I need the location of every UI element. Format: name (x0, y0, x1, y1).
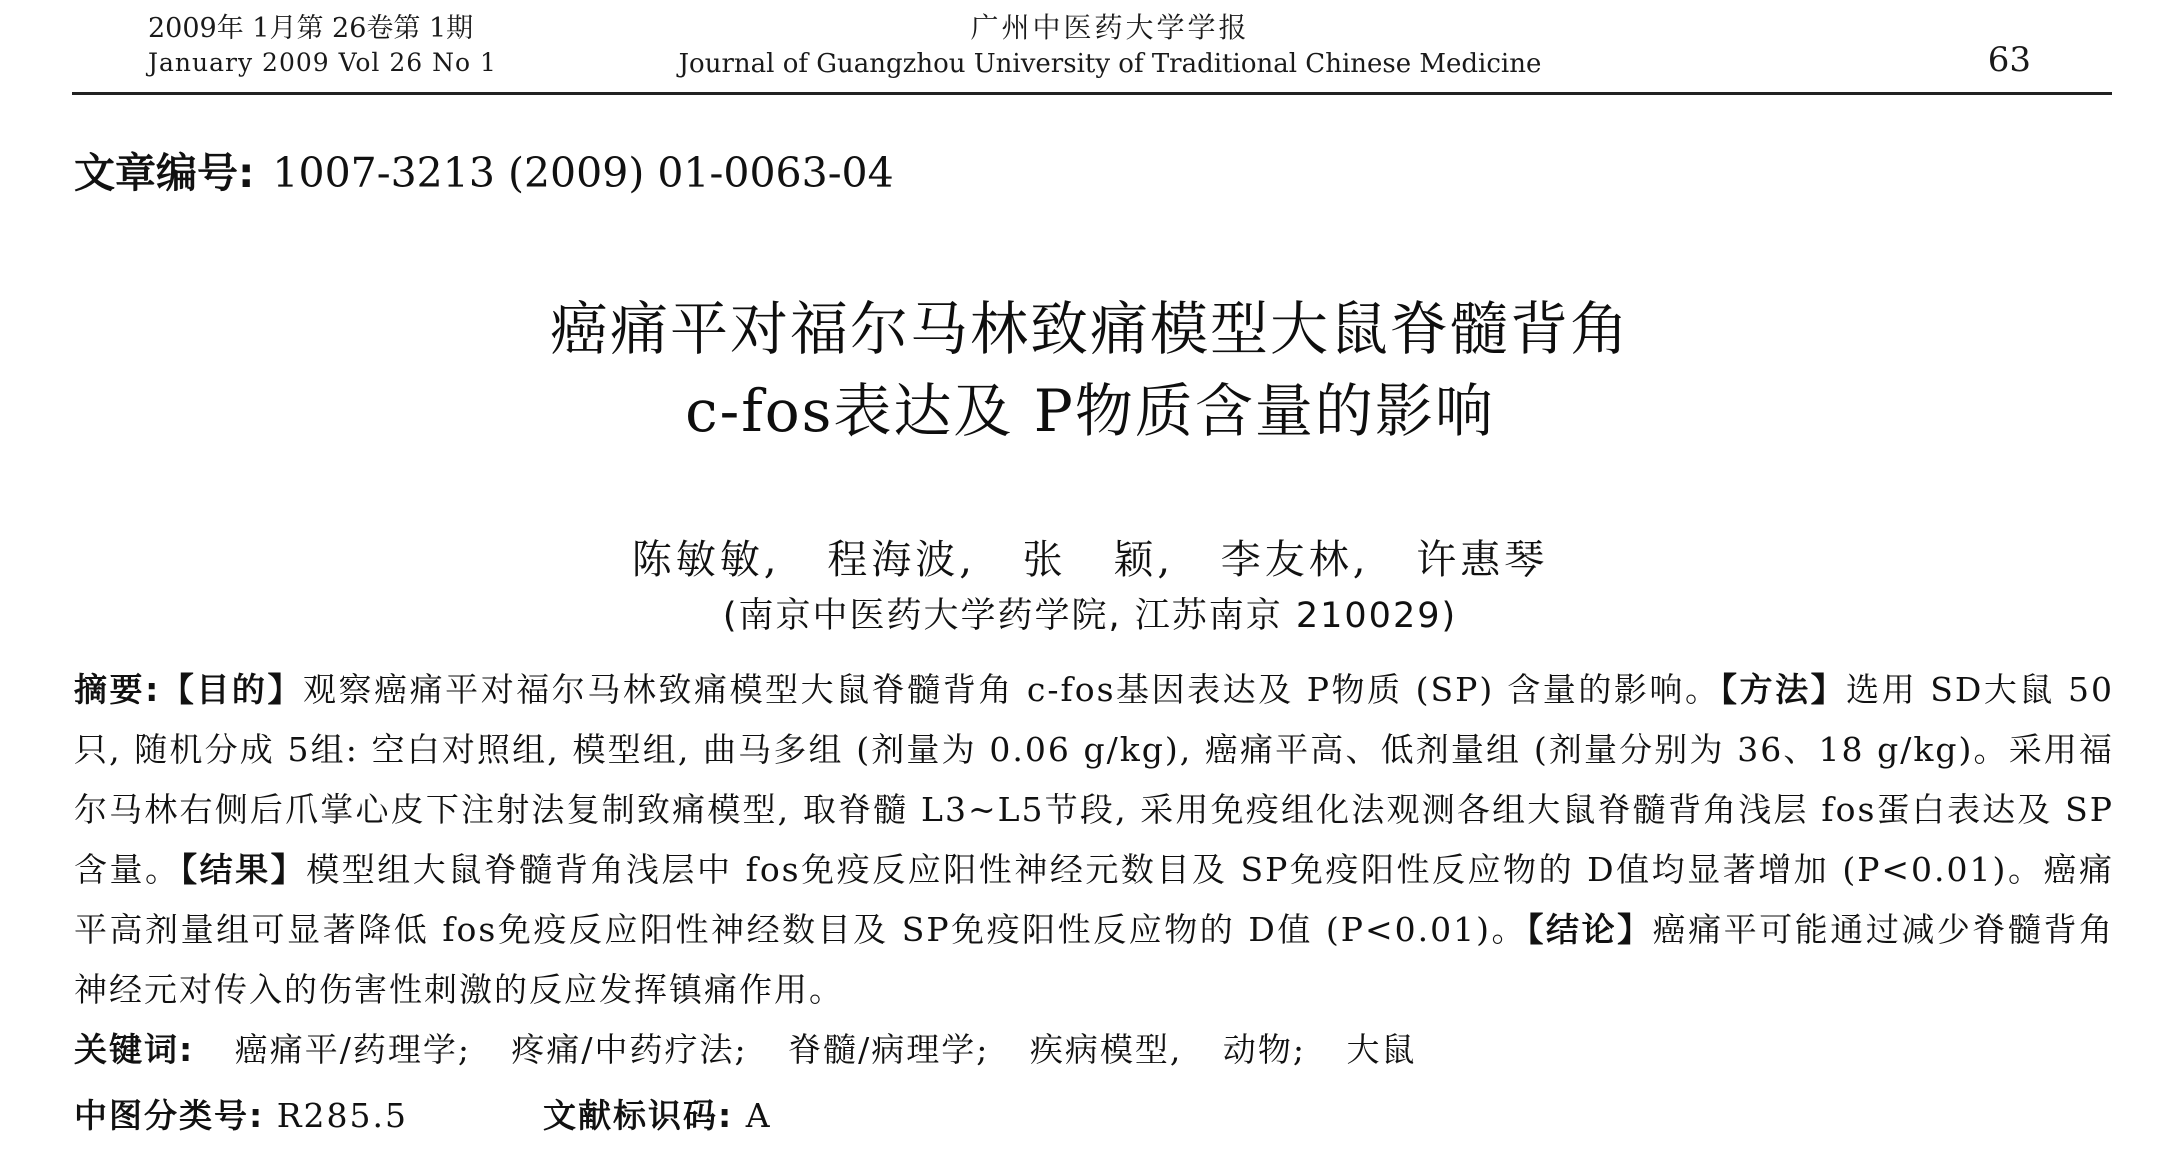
conclusion-text: 癌痛平可能通过减少脊髓背角神经元对传入的伤害性刺激的反应发挥镇痛作用。 (74, 910, 2115, 1009)
journal-name-cn: 广州中医药大学学报 (970, 11, 1250, 44)
doc-code-label: 文献标识码: (543, 1096, 734, 1135)
methods-text: 选用 SD大鼠 50只, 随机分成 5组: 空白对照组, 模型组, 曲马多组 (剂量为 0.06 g/kg), 癌痛平高、低剂量组 (剂量分别为 36、18 g/kg)。采用福尔马林右侧后爪掌心皮下注射法复制致痛模型, 取脊髓 L3~L5节段, 采用免疫组化法观测各组大鼠脊髓背角浅层 fos蛋白表达及 SP含量。 (74, 670, 2114, 889)
article-title (200, 288, 1980, 452)
clc-value: R285.5 (276, 1096, 409, 1135)
page-number: 63 (1987, 40, 2031, 80)
doc-code-value: A (745, 1096, 772, 1135)
keywords-value: 癌痛平/药理学; 疼痛/中药疗法; 脊髓/病理学; 疾病模型, 动物; 大鼠 (234, 1030, 1417, 1069)
article-title-line2: c-fos表达及 P物质含量的影响 (685, 377, 1495, 445)
issue-en: January 2009 Vol 26 No 1 (148, 48, 497, 77)
abstract (74, 660, 2114, 1020)
issue-cn: 2009年 1月第 26卷第 1期 (148, 13, 474, 44)
journal-name-en: Journal of Guangzhou University of Traditional Chinese Medicine (678, 49, 1542, 79)
header-divider (72, 92, 2112, 95)
methods-tag: 【方法】 (1720, 670, 1847, 709)
keywords (74, 1024, 2114, 1071)
affiliation: (南京中医药大学药学院, 江苏南京 210029) (722, 596, 1458, 636)
results-tag: 【结果】 (180, 850, 307, 889)
keywords-label: 关键词: (74, 1030, 195, 1069)
article-title-line1: 癌痛平对福尔马林致痛模型大鼠脊髓背角 (549, 295, 1630, 363)
journal-name (660, 10, 1560, 82)
author-list: 陈敏敏, 程海波, 张 颖, 李友林, 许惠琴 (631, 537, 1549, 583)
issue-info (148, 12, 568, 80)
article-number (74, 140, 894, 199)
article-number-label: 文章编号: (74, 149, 255, 197)
results-text: 模型组大鼠脊髓背角浅层中 fos免疫反应阳性神经元数目及 SP免疫阳性反应物的 D值均显著增加 (P<0.01)。癌痛平高剂量组可显著降低 fos免疫反应阳性神经数目及 SP免疫阳性反应物的 D值 (P<0.01)。 (74, 850, 2115, 949)
clc-label: 中图分类号: (74, 1096, 265, 1135)
objective-tag: 【目的】 (160, 670, 303, 709)
conclusion-tag: 【结论】 (1527, 910, 1653, 949)
classification-line (74, 1090, 772, 1137)
article-number-value: 1007-3213 (2009) 01-0063-04 (272, 149, 894, 197)
objective-text: 观察癌痛平对福尔马林致痛模型大鼠脊髓背角 c-fos基因表达及 P物质 (SP) 含量的影响。 (303, 670, 1721, 709)
abstract-label: 摘要: (74, 670, 161, 709)
